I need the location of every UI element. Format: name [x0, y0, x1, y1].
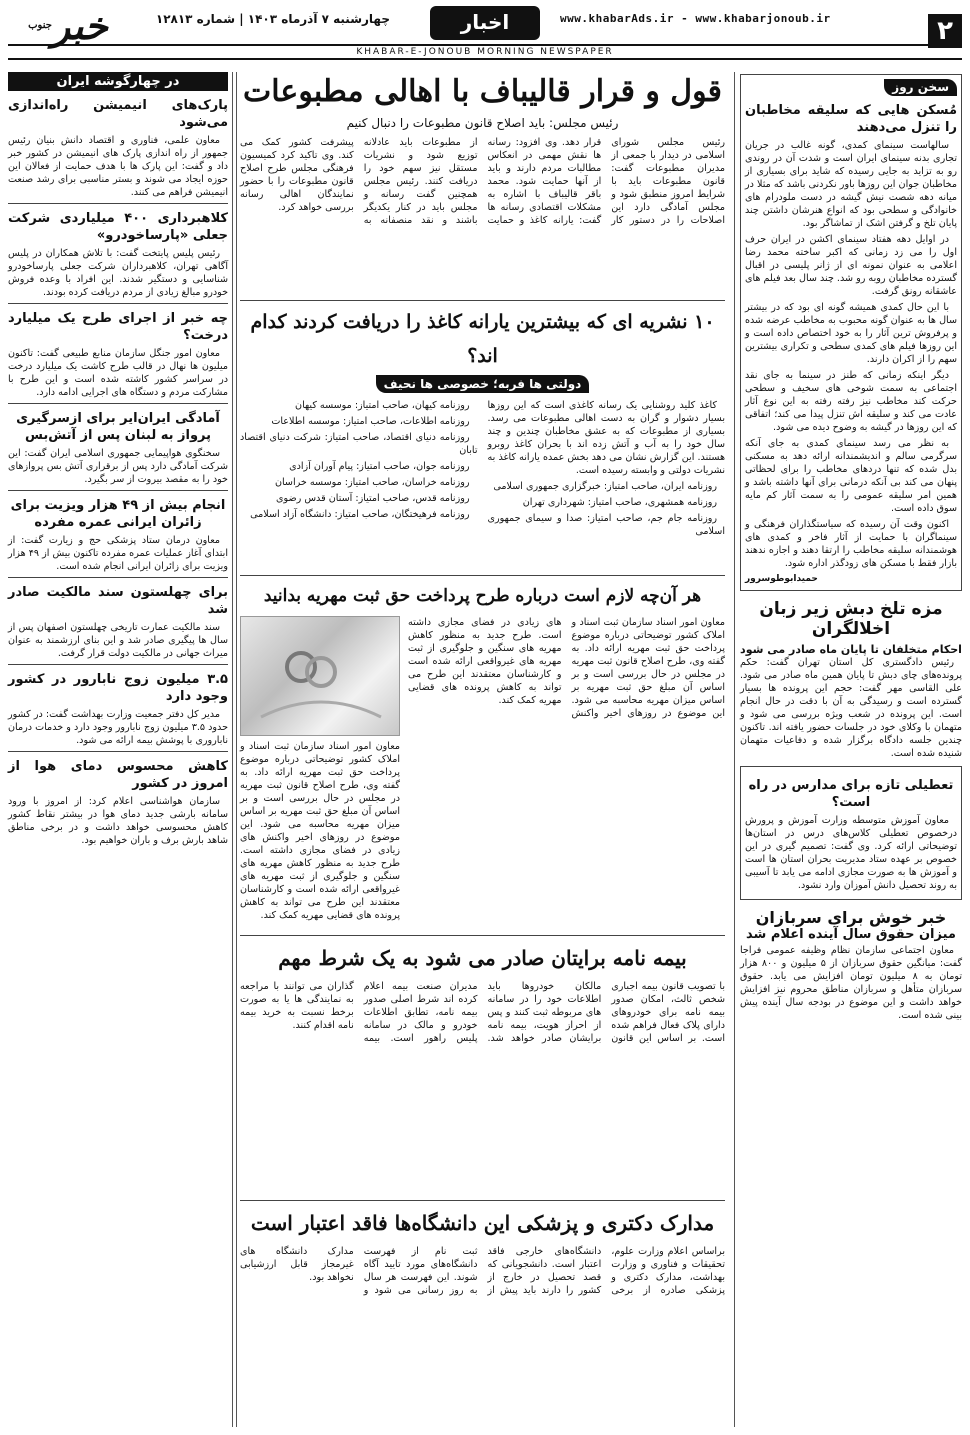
divider	[8, 490, 228, 491]
news-body: مدیر کل دفتر جمعیت وزارت بهداشت گفت: در کشور حدود ۳.۵ میلیون زوج نابارور وجود دارد و خدمات درمان ناباروری با پوشش بیمه ارائه می شود.	[8, 709, 229, 746]
column-rule	[236, 72, 237, 1427]
paragraph: سالهاست سینمای کمدی، گونه غالب در جریان تجاری بدنه سینمای ایران است و شدت آن در روندی رو به تزاید به جایی رسیده که شاید برای بسیاری از مخاطبان جوان این روزها باور نکردنی باشد که مثلا در میانه دهه شصت نیش گیشه در دست ملودرام های خانوادگی و سطحی بود که انواع هنرشان داشتن چند پایان تلخ و گرفتن اشک از تماشاگر بود.	[745, 140, 957, 229]
paragraph: اکنون وقت آن رسیده که سیاستگذاران فرهنگی و سینماگران با حمایت از آثار فاخر و کمدی های هوشمندانه سلیقه مخاطب را ارتقا دهند و اجازه ندهند بازار فقط با مسکن های زودگذر اداره شود.	[745, 519, 957, 569]
news-title: ۳.۵ میلیون زوج نابارور در کشور وجود دارد	[8, 672, 228, 704]
news-title: کاهش محسوس دمای هوا از امروز در کشور	[8, 759, 228, 791]
date-line: چهارشنبه ۷ آذرماه ۱۴۰۳ | شماره ۱۲۸۱۳	[155, 12, 390, 26]
news-title: چه خبر از اجرای طرح یک میلیارد درخت؟	[8, 311, 228, 343]
article-body: معاون اجتماعی سازمان نظام وظیفه عمومی فراجا گفت: میانگین حقوق سربازان از ۵ میلیون و ۸۰۰ هزار تومان به ۸ میلیون تومان افزایش می یابد. حقوق سربازان متأهل و سربازان مناطق محروم نیز افزایش خواهد داشت و این موضوع در بودجه سال آینده پیش بینی شده است.	[740, 945, 963, 1021]
paper-list-item: روزنامه ایران، صاحب امتیاز: خبرگزاری جمهوری اسلامی	[493, 481, 717, 492]
news-body: رئیس پلیس پایتخت گفت: با تلاش همکاران در پلیس آگاهی تهران، کلاهبرداران شرکت جعلی پارساخودرو شناسایی و دستگیر شدند. این افراد با وعده فروش خودرو مبالغ زیادی از مردم دریافت کرده بودند.	[8, 248, 228, 298]
lead-body: رئیس مجلس شورای اسلامی در دیدار با جمعی از مدیران مطبوعات گفت: قانون مطبوعات باید با شرایط امروز منطبق شود و مجلس آمادگی دارد این اصلاحات را در دستور کار قرار دهد. وی افزود: رسانه ها نقش مهمی در انعکاس مطالبات مردم دارند و باید از آنها حمایت شود. محمد باقر قالیباف با اشاره به مشکلات اقتصادی رسانه ها گفت: یارانه کاغذ و حمایت از مطبوعات باید عادلانه توزیع شود و نشریات مستقل نیز سهم خود را دریافت کنند. رئیس مجلس همچنین گفت رسانه و مجلس باید در کنار یکدیگر باشند و نقد منصفانه به پیشرفت کشور کمک می کند. وی تاکید کرد کمیسیون فرهنگی مجلس طرح اصلاح قانون مطبوعات را با حضور نمایندگان اهالی رسانه بررسی خواهد کرد.	[240, 137, 725, 226]
paragraph: در اوایل دهه هفتاد سینمای اکشن در ایران حرف اول را می زد زمانی که اکبر ساخته محمد رضا اعلامی به عنوان نمونه ای از ژانر پلیسی در اقبال گسترده مخاطبان روبه رو شد. چند سال بعد فیلم های عاشقانه رونق گرفت.	[745, 234, 957, 297]
divider	[8, 303, 228, 304]
divider	[8, 577, 228, 578]
news-body: سند مالکیت عمارت تاریخی چهلستون اصفهان پس از سال ها پیگیری صادر شد و این بنای ارزشمند به عنوان میراث جهانی در مالکیت دولت قرار گرفت.	[8, 622, 228, 659]
article-body: رئیس دادگستری کل استان تهران گفت: حکم پرونده‌های چای دبش تا پایان همین ماه صادر می شود. علی القاسی مهر گفت: حجم این پرونده ها بسیار گسترده است و رسیدگی به آن با دقت در حال انجام است. این پرونده در شعب ویژه بررسی می شود و متهمان با وکلای خود در جلسات حضور یافته اند. تاکنون چندین جلسه دادگاه برگزار شده و دفاعیات متهمان شنیده شده است.	[740, 657, 962, 759]
schools-box	[740, 766, 962, 900]
news-body: معاون علمی، فناوری و اقتصاد دانش بنیان رئیس جمهور از راه اندازی پارک های انیمیشن در کشور خبر داد و گفت: این پارک ها با هدف حمایت از فعالان این حوزه ایجاد می شوند و بستر مناسبی برای رشد صنعت انیمیشن فراهم می کنند.	[8, 135, 228, 198]
section-title: اخبار	[430, 6, 540, 40]
news-title: پارک‌های انیمیشن راه‌اندازی می‌شود	[8, 98, 228, 130]
paper-list-item: روزنامه کیهان، صاحب امتیاز: موسسه کیهان	[295, 400, 470, 411]
paper-title: ۱۰ نشریه ای که بیشترین یارانه کاغذ را دریافت کردند کدام اند؟	[250, 311, 715, 367]
insurance-article	[240, 935, 725, 1195]
paragraph: دیگر اینکه زمانی که طنز در سینما به جای نقد اجتماعی به سمت شوخی های سخیف و سطحی حرکت کند مخاطب نیز رفته رفته به این نوع آثار عادت می کند و سلیقه اش تنزل پیدا می کند؛ اتفاقی که این روزها در گیشه به وضوح دیده می شود.	[745, 370, 957, 433]
left-column-header: در چهارگوشه ایران	[8, 72, 228, 91]
paragraph: با این حال کمدی همیشه گونه ای بود که در بیشتر سال ها به عنوان گونه محبوب به مخاطب عرضه شده و پرفروش ترین آثار را به خود اختصاص داده است و این روزها فیلم های کمدی سطحی و تکراری بیشترین سهم را از اکران دارند.	[745, 302, 957, 365]
news-body: سخنگوی هواپیمایی جمهوری اسلامی ایران گفت: این شرکت آمادگی دارد پس از برقراری آتش بس پروازهای خود را به مقصد بیروت از سر بگیرد.	[8, 448, 228, 485]
english-bar: KHABAR-E-JONOUB MORNING NEWSPAPER	[8, 44, 962, 60]
news-title: کلاهبرداری ۴۰۰ میلیاردی شرکت جعلی «پارساخودرو»	[8, 211, 228, 243]
rings-icon	[241, 617, 399, 735]
paper-list-item: روزنامه جام جم، صاحب امتیاز: صدا و سیمای جمهوری اسلامی	[487, 513, 725, 537]
insurance-body: با تصویب قانون بیمه اجباری شخص ثالث، امکان صدور بیمه نامه برای خودروهای دارای پلاک فعال فراهم شده است. بر اساس این قانون مالکان خودروها باید اطلاعات خود را در سامانه های مربوطه ثبت کنند و پس از احراز هویت، بیمه نامه برایشان صادر خواهد شد. مدیران صنعت بیمه اعلام کرده اند شرط اصلی صدور بیمه نامه، تطابق اطلاعات خودرو و مالک در سامانه پلیس راهور است. بیمه گذاران می توانند با مراجعه به نمایندگی ها یا به صورت برخط نسبت به خرید بیمه نامه اقدام کنند.	[240, 981, 725, 1044]
insurance-title: بیمه نامه برایتان صادر می شود به یک شرط مهم	[278, 946, 687, 970]
dowry-article	[240, 575, 725, 930]
divider	[8, 203, 228, 204]
divider	[8, 403, 228, 404]
dowry-title: هر آن‌چه لازم است درباره طرح پرداخت حق ثبت مهریه بدانید	[263, 586, 702, 606]
editorial-tag: سخن روز	[884, 79, 957, 96]
left-column	[8, 72, 233, 1427]
lead-article	[240, 70, 725, 290]
logo-text: خبر	[51, 3, 108, 48]
news-body: معاون امور جنگل سازمان منابع طبیعی گفت: تاکنون میلیون ها نهال در قالب طرح کاشت یک میلیارد درخت در سراسر کشور کاشته شده است و این طرح با مشارکت مردم و دستگاه های اجرایی ادامه دارد.	[8, 348, 228, 398]
paper-list-item: روزنامه قدس، صاحب امتیاز: آستان قدس رضوی	[276, 493, 470, 504]
article-subtitle: احکام متخلفان تا پایان ماه صادر می شود	[740, 643, 962, 656]
box-body: معاون آموزش متوسطه وزارت آموزش و پرورش درخصوص تعطیلی کلاس‌های درس در استان‌ها توضیحاتی ارائه کرد. وی گفت: تصمیم گیری در این خصوص بر عهده ستاد مدیریت بحران استان ها است و آموزش ها به صورت مجازی ادامه می یابد تا آسیبی به روند تحصیل دانش آموزان وارد نشود.	[745, 815, 957, 891]
degrees-article	[240, 1200, 725, 1428]
paper-list-item: روزنامه خراسان، صاحب امتیاز: موسسه خراسان	[274, 477, 470, 488]
paper-list-item: روزنامه همشهری، صاحب امتیاز: شهرداری تهران	[522, 497, 717, 508]
website-urls[interactable]: www.khabarAds.ir - www.khabarjonoub.ir	[560, 12, 831, 25]
news-title: آمادگی ایران‌ایر برای ازسرگیری پرواز به لبنان پس از آتش‌بس	[16, 411, 220, 443]
dowry-body-right: معاون امور اسناد سازمان ثبت اسناد و املاک کشور توضیحاتی درباره موضوع پرداخت حق ثبت مهریه ارائه داد. به گفته وی، طرح اصلاح قانون ثبت مهریه در مجلس در حال بررسی است و بر اساس آن مبلغ حق ثبت مهریه بر اساس میزان مهریه محاسبه می شود. این موضوع در روزهای اخیر واکنش های زیادی در فضای مجازی داشته است. طرح جدید به منظور کاهش مهریه های سنگین و جلوگیری از ثبت مهریه های غیرواقعی ارائه شده است و کارشناسان معتقدند این طرح می تواند به کاهش پرونده های قضایی مهریه کمک کند.	[408, 617, 725, 719]
article-title: مزه تلخ دبش زیر زبان اخلالگران	[759, 599, 943, 639]
degrees-title: مدارک دکتری و پزشکی این دانشگاه‌ها فاقد اعتبار است	[250, 1211, 715, 1235]
divider	[8, 664, 228, 665]
news-title: برای چهلستون سند مالکیت صادر شد	[8, 585, 228, 617]
editorial-title: مُسکن هایی که سلیقه مخاطبان را تنزل می‌دهند	[745, 103, 957, 135]
editorial-body	[745, 139, 957, 570]
paper-list-item: روزنامه دنیای اقتصاد، صاحب امتیاز: شرکت دنیای اقتصاد تابان	[240, 432, 478, 456]
logo-sub: جنوب	[28, 20, 52, 31]
page-number: ۲	[928, 14, 962, 48]
dowry-body-left: معاون امور اسناد سازمان ثبت اسناد و املاک کشور توضیحاتی درباره موضوع پرداخت حق ثبت مهریه ارائه داد. به گفته وی، طرح اصلاح قانون ثبت مهریه در مجلس در حال بررسی است و بر اساس آن مبلغ حق ثبت مهریه بر اساس میزان مهریه محاسبه می شود. این موضوع در روزهای اخیر واکنش های زیادی در فضای مجازی داشته است. طرح جدید به منظور کاهش مهریه های سنگین و جلوگیری از ثبت مهریه های غیرواقعی ارائه شده است و کارشناسان معتقدند این طرح می تواند به کاهش پرونده های قضایی مهریه کمک کند.	[240, 741, 400, 921]
news-body: معاون درمان ستاد پزشکی حج و زیارت گفت: از ابتدای آغاز عملیات عمره مفرده تاکنون بیش از ۴۹ هزار ویزیت برای زائران ایرانی انجام شده است.	[8, 535, 228, 572]
news-title: انجام بیش از ۴۹ هزار ویزیت برای زائران ایرانی عمره مفرده	[10, 498, 226, 530]
right-column	[740, 72, 962, 1427]
paper-list-item: روزنامه جوان، صاحب امتیاز: پیام آوران آزادی	[289, 461, 470, 472]
paper-article	[240, 300, 725, 570]
box-title: تعطیلی تازه برای مدارس در راه است؟	[748, 778, 954, 810]
degrees-body: براساس اعلام وزارت علوم، تحقیقات و فناوری و وزارت بهداشت، مدارک دکتری و پزشکی صادره از برخی دانشگاه‌های خارجی فاقد اعتبار است. دانشجویانی که قصد تحصیل در خارج از کشور را دارند باید پیش از ثبت نام از فهرست دانشگاه‌های مورد تایید آگاه شوند. این فهرست هر سال به روز رسانی می شود و مدارک دانشگاه های غیرمجاز قابل ارزشیابی نخواهد بود.	[240, 1246, 725, 1296]
column-rule	[734, 72, 735, 1427]
masthead	[0, 0, 970, 62]
paper-body: کاغذ کلید روشنایی یک رسانه کاغذی است که این روزها بسیار دشوار و گران به دست اهالی مطبوعات می رسد. بسیاری از مطبوعات که به عشق مخاطبان چندین و چند سال خود را به آب و آتش زده اند با بحران کاغذ روبرو هستند. این گزارش نشان می دهد بخش عمده یارانه کاغذ به نشریات دولتی و وابسته رسیده است.	[487, 400, 725, 476]
lead-title: قول و قرار قالیباف با اهالی مطبوعات	[243, 74, 722, 109]
editorial-box	[740, 74, 962, 591]
news-body: سازمان هواشناسی اعلام کرد: از امروز با ورود سامانه بارشی جدید دمای هوا در بیشتر نقاط کشور کاهش محسوسی خواهد داشت و در برخی مناطق شاهد بارش برف و باران خواهیم بود.	[8, 796, 228, 846]
lead-subtitle: رئیس مجلس: باید اصلاح قانون مطبوعات را دنبال کنیم	[346, 116, 619, 130]
article-title: خبر خوش برای سربازان	[755, 908, 947, 927]
paper-columns	[240, 399, 725, 599]
paragraph: به نظر می رسد سینمای کمدی به جای آنکه سرگرمی سالم و اندیشمندانه ارائه دهد به مسکنی بدل شده که تنها دردهای مخاطب را برای لحظاتی پنهان می کند بی آنکه درمانی برای آنها داشته باشد و همین امر سلیقه عمومی را به سمت آثار کم مایه سوق داده است.	[745, 438, 957, 514]
paper-list-item: روزنامه فرهیختگان، صاحب امتیاز: دانشگاه آزاد اسلامی	[250, 509, 470, 520]
paper-list-item: روزنامه اطلاعات، صاحب امتیاز: موسسه اطلاعات	[271, 416, 470, 427]
paper-tag: دولتی ها فربه؛ خصوصی ها نحیف	[376, 375, 590, 393]
editorial-signature: حمیدابوطوسرور	[745, 574, 818, 584]
wedding-photo	[240, 616, 400, 736]
article-subtitle: میزان حقوق سال آینده اعلام شد	[746, 927, 956, 942]
divider	[8, 751, 228, 752]
